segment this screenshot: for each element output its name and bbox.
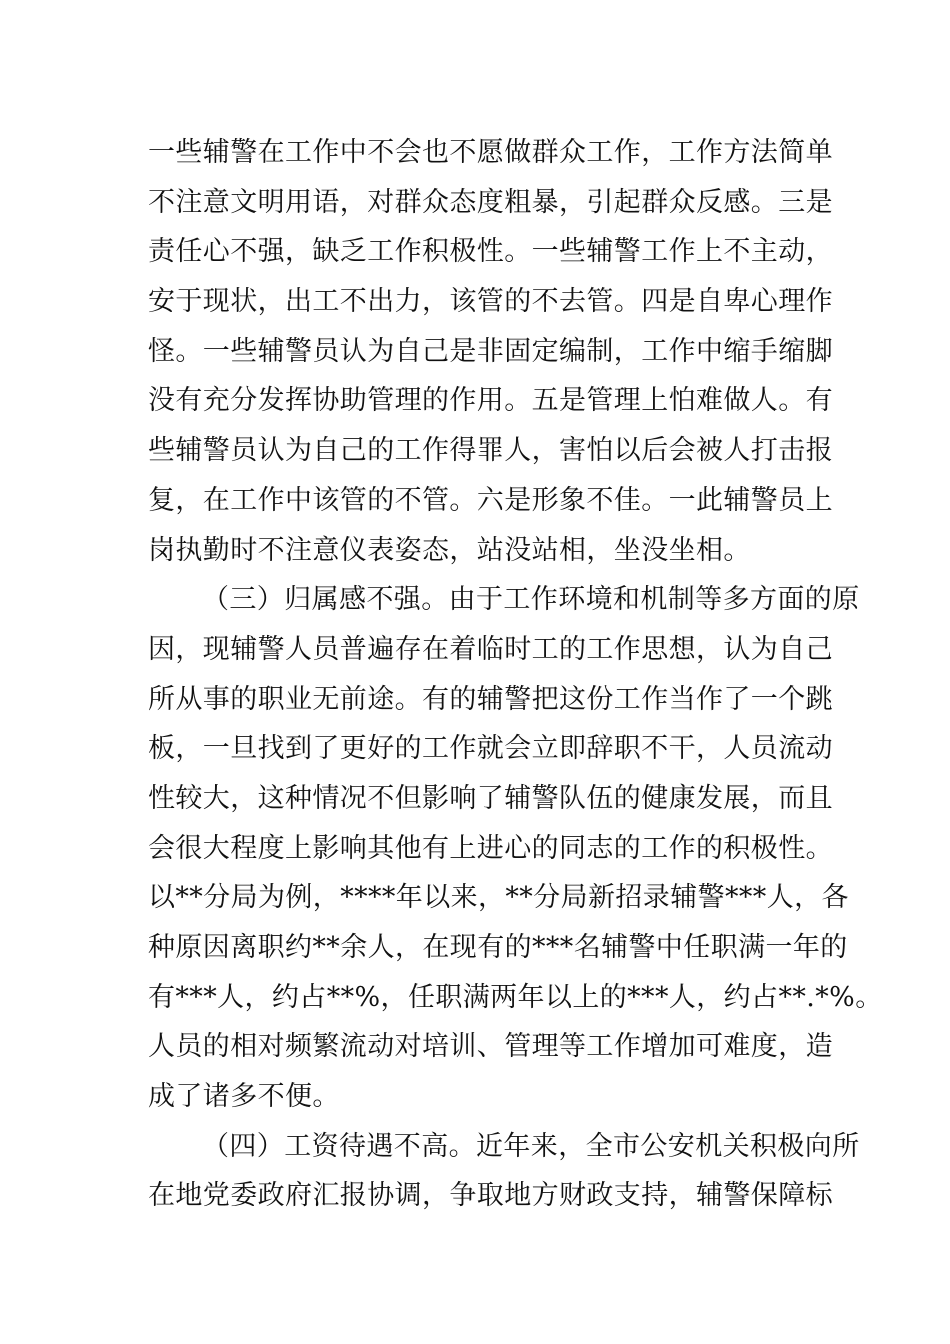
text-line: 没有充分发挥协助管理的作用。五是管理上怕难做人。有 bbox=[148, 385, 833, 417]
text-line: 有***人，约占**%，任职满两年以上的***人，约占**.*%。 bbox=[148, 981, 883, 1013]
paragraph-heading-line: （四）工资待遇不高。近年来，全市公安机关积极向所 bbox=[202, 1130, 860, 1162]
text-line: 种原因离职约**余人，在现有的***名辅警中任职满一年的 bbox=[148, 932, 848, 963]
text-line: 以**分局为例，****年以来，**分局新招录辅警***人，各 bbox=[148, 882, 849, 914]
text-line: 成了诸多不便。 bbox=[148, 1081, 340, 1113]
text-line: 复，在工作中该管的不管。六是形象不佳。一此辅警员上 bbox=[148, 484, 833, 516]
text-line: 不注意文明用语，对群众态度粗暴，引起群众反感。三是 bbox=[148, 186, 833, 218]
body-text bbox=[148, 128, 883, 1221]
text-line: 会很大程度上影响其他有上进心的同志的工作的积极性。 bbox=[148, 832, 833, 864]
paragraph-heading-line: （三）归属感不强。由于工作环境和机制等多方面的原 bbox=[202, 584, 860, 616]
text-line: 因，现辅警人员普遍存在着临时工的工作思想，认为自己 bbox=[148, 633, 833, 665]
text-line: 人员的相对频繁流动对培训、管理等工作增加可难度，造 bbox=[148, 1031, 833, 1063]
text-line: 在地党委政府汇报协调，争取地方财政支持，辅警保障标 bbox=[148, 1180, 833, 1212]
text-line: 岗执勤时不注意仪表姿态，站没站相，坐没坐相。 bbox=[148, 534, 751, 566]
text-line: 性较大，这种情况不但影响了辅警队伍的健康发展，而且 bbox=[148, 782, 833, 814]
text-line: 所从事的职业无前途。有的辅警把这份工作当作了一个跳 bbox=[148, 683, 833, 715]
text-line: 板，一旦找到了更好的工作就会立即辞职不干，人员流动 bbox=[148, 733, 833, 765]
text-line: 一些辅警在工作中不会也不愿做群众工作，工作方法简单 bbox=[148, 137, 833, 168]
text-line: 责任心不强，缺乏工作积极性。一些辅警工作上不主动， bbox=[148, 236, 833, 268]
text-line: 安于现状，出工不出力，该管的不去管。四是自卑心理作 bbox=[148, 286, 833, 318]
text-line: 怪。一些辅警员认为自己是非固定编制，工作中缩手缩脚 bbox=[148, 335, 833, 367]
text-line: 些辅警员认为自己的工作得罪人，害怕以后会被人打击报 bbox=[148, 435, 833, 467]
